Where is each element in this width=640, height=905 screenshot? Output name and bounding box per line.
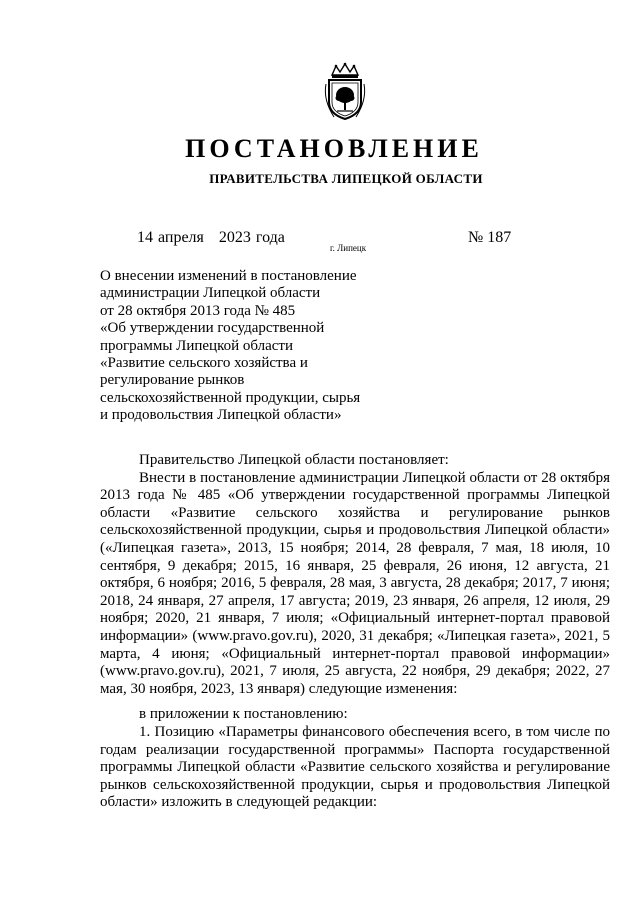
subject-line: «Об утверждении государственной [100, 320, 325, 337]
document-date: 14 апреля 2023 года [137, 229, 285, 246]
subject-line: от 28 октября 2013 года № 485 [100, 302, 296, 319]
coat-of-arms-icon [322, 62, 368, 122]
subject-line: и продовольствия Липецкой области» [100, 407, 342, 424]
document-title: ПОСТАНОВЛЕНИЕ [185, 134, 483, 163]
subject-line: О внесении изменений в постановление [100, 268, 357, 284]
document-issuer: ПРАВИТЕЛЬСТВА ЛИПЕЦКОЙ ОБЛАСТИ [209, 171, 483, 186]
body-paragraph: Внести в постановление администрации Липецкой области от 28 октября 2013 года № 485 «Об утверждении государственной программы Липецкой области «Развитие сельского хозяйства и регулирование рынков сельскохозяйственной продукции, сырья и продовольствия Липецкой области» («Липецкая газета», 2013, 15 ноября; 2014, 28 февраля, 7 мая, 18 июля, 10 сентября, 9 декабря; 2015, 16 января, 25 февраля, 26 июня, 12 августа, 21 октября, 6 ноября; 2016, 5 февраля, 28 мая, 3 августа, 28 декабря; 2017, 7 июня; 2018, 24 января, 27 апреля, 17 августа; 2019, 23 января, 26 апреля, 12 июля, 29 ноября; 2020, 21 января, 7 июля; «Официальный интернет-портал правовой информации» (www.pravo.gov.ru), 2020, 31 декабря; «Липецкая газета», 2021, 5 марта, 4 июня; «Официальный интернет-портал правовой информации» (www.pravo.gov.ru), 2021, 7 июля, 25 августа, 22 ноября, 29 декабря; 2022, 27 мая, 30 ноября, 2023, 13 января) следующие изменения: [100, 469, 610, 697]
subject-line: программы Липецкой области [100, 337, 294, 354]
body-intro: Правительство Липецкой области постановляет: [139, 452, 449, 468]
document-city: г. Липецк [330, 243, 367, 253]
subject-line: сельскохозяйственной продукции, сырья [100, 389, 361, 406]
document-number: № 187 [468, 229, 512, 246]
subject-line: регулирование рынков [100, 372, 245, 389]
document-body [100, 452, 610, 812]
subject-line: «Развитие сельского хозяйства и [100, 355, 308, 372]
document-subject [100, 268, 400, 425]
body-paragraph: в приложении к постановлению: [139, 706, 348, 723]
subject-line: администрации Липецкой области [100, 285, 321, 302]
body-paragraph: 1. Позицию «Параметры финансового обеспечения всего, в том числе по годам реализации государственной программы» Паспорта государственной программы Липецкой области «Развитие сельского хозяйства и регулирование рынков сельскохозяйственной продукции, сырья и продовольствия Липецкой области» изложить в следующей редакции: [100, 723, 610, 811]
